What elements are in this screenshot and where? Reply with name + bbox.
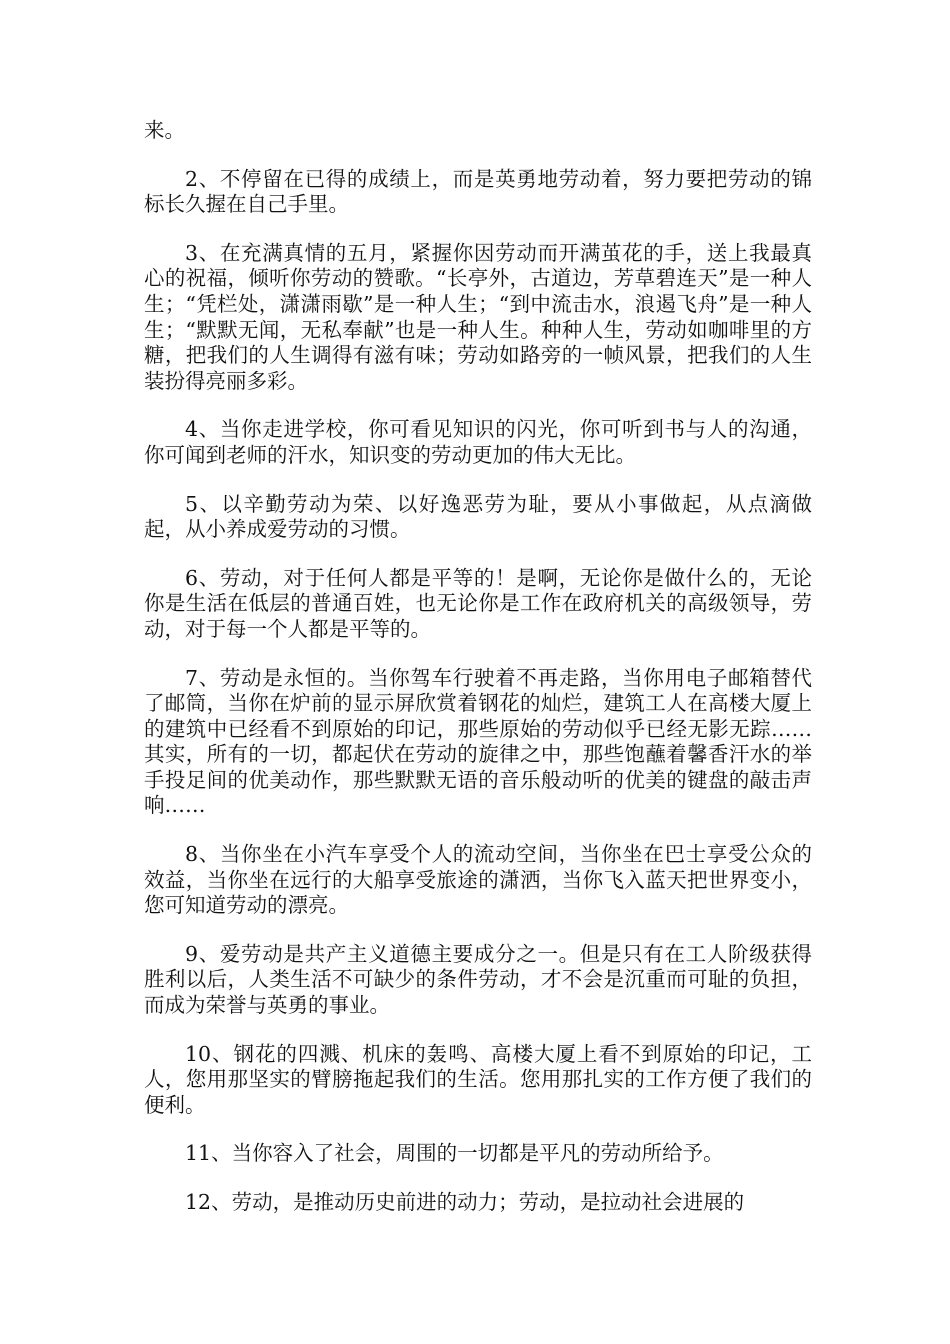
paragraph-item-12: 12、劳动，是推动历史前进的动力；劳动，是拉动社会进展的 [185, 1190, 745, 1214]
paragraph-item-6: 6、劳动，对于任何人都是平等的！是啊，无论你是做什么的，无论你是生活在低层的普通百姓，也无论你是工作在政府机关的高级领导，劳动，对于每一个人都是平等的。 [144, 565, 812, 641]
paragraph-item-2: 2、不停留在已得的成绩上，而是英勇地劳动着，努力要把劳动的锦标长久握在自己手里。 [144, 166, 812, 217]
document-body [144, 118, 812, 1239]
paragraph-continuation: 来。 [144, 118, 185, 142]
paragraph-item-8: 8、当你坐在小汽车享受个人的流动空间，当你坐在巴士享受公众的效益，当你坐在远行的大船享受旅途的潇洒，当你飞入蓝天把世界变小，您可知道劳动的漂亮。 [144, 842, 812, 918]
paragraph-item-4: 4、当你走进学校，你可看见知识的闪光，你可听到书与人的沟通，你可闻到老师的汗水，知识变的劳动更加的伟大无比。 [144, 417, 812, 467]
paragraph-item-9: 9、爱劳动是共产主义道德主要成分之一。但是只有在工人阶级获得胜利以后，人类生活不可缺少的条件劳动，才不会是沉重而可耻的负担，而成为荣誉与英勇的事业。 [144, 941, 812, 1018]
paragraph-item-11: 11、当你容入了社会，周围的一切都是平凡的劳动所给予。 [185, 1141, 724, 1166]
paragraph-item-10: 10、钢花的四溅、机床的轰鸣、高楼大厦上看不到原始的印记，工人，您用那坚实的臂膀拖起我们的生活。您用那扎实的工作方便了我们的便利。 [144, 1041, 812, 1117]
paragraph-item-3: 3、在充满真情的五月，紧握你因劳动而开满茧花的手，送上我最真心的祝福，倾听你劳动的赞歌。“长亭外，古道边，芳草碧连天”是一种人生；“凭栏处，潇潇雨歇”是一种人生；“到中流击水，浪遏飞舟”是一种人生；“默默无闻，无私奉献”也是一种人生。种种人生，劳动如咖啡里的方糖，把我们的人生调得有滋有味；劳动如路旁的一帧风景，把我们的人生装扮得亮丽多彩。 [144, 240, 812, 393]
paragraph-item-7: 7、劳动是永恒的。当你驾车行驶着不再走路，当你用电子邮箱替代了邮筒，当你在炉前的显示屏欣赏着钢花的灿烂，建筑工人在高楼大厦上的建筑中已经看不到原始的印记，那些原始的劳动似乎已经无影无踪……其实，所有的一切，都起伏在劳动的旋律之中，那些饱蘸着馨香汗水的举手投足间的优美动作，那些默默无语的音乐般动听的优美的键盘的敲击声响…… [144, 665, 812, 818]
paragraph-item-5: 5、以辛勤劳动为荣、以好逸恶劳为耻，要从小事做起，从点滴做起，从小养成爱劳动的习惯。 [144, 491, 812, 542]
